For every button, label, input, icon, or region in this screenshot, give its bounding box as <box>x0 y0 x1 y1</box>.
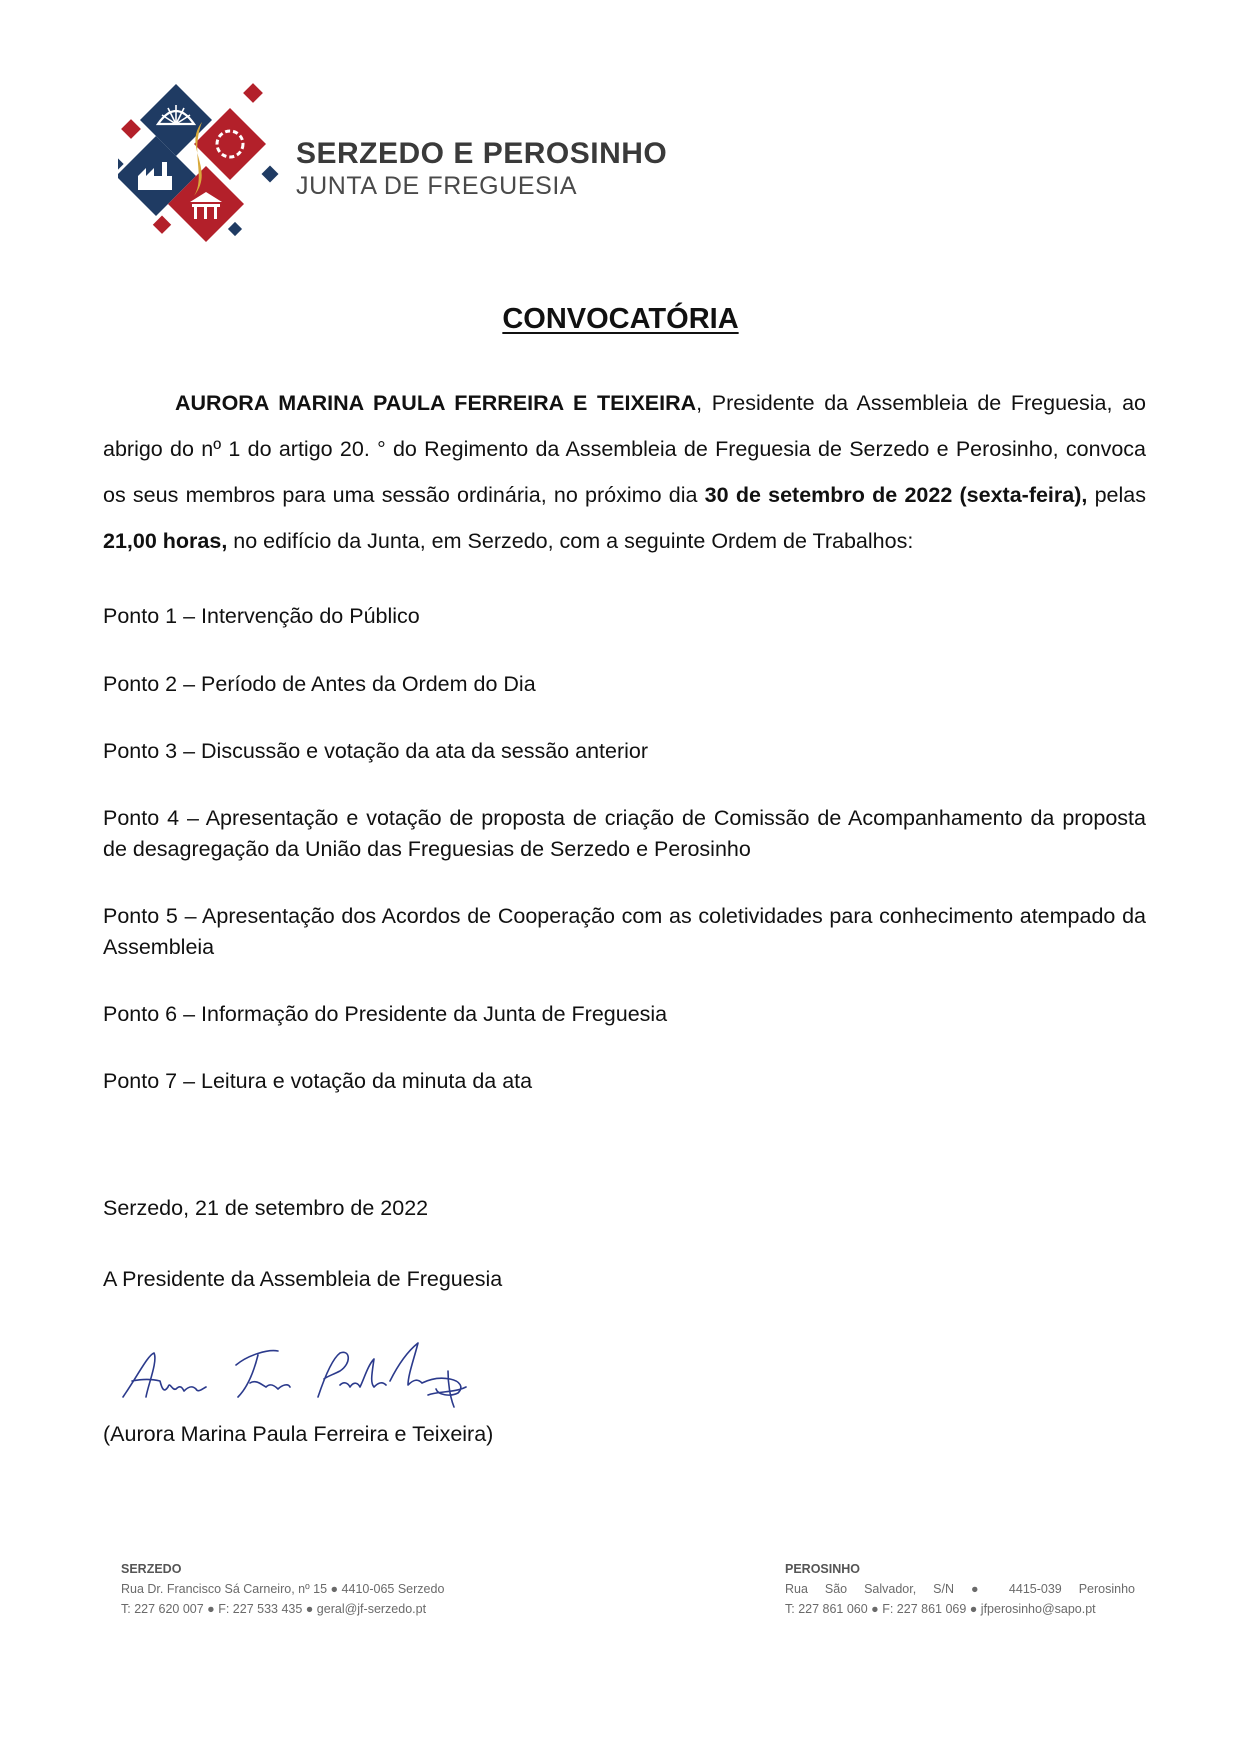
agenda-item-4: Ponto 4 – Apresentação e votação de proposta de criação de Comissão de Acompanhamento da proposta de desagregação da União das Freguesias de Serzedo e Perosinho <box>103 806 1146 861</box>
agenda-item-7: Ponto 7 – Leitura e votação da minuta da ata <box>103 1069 533 1093</box>
accent-square <box>243 83 263 103</box>
intro-text-1: , Presidente da Assembleia de Freguesia, ao abrigo do nº 1 do artigo 20. ° do Regimento da Assembleia de Freguesia de Serzedo e Perosinho, convoca os seus membros para uma sessão ordinária, no próximo dia <box>103 391 1146 507</box>
agenda-item-3: Ponto 3 – Discussão e votação da ata da sessão anterior <box>103 739 649 763</box>
footer-serzedo <box>121 1559 501 1619</box>
signatory-role: A Presidente da Assembleia de Freguesia <box>103 1267 503 1291</box>
accent-square <box>118 158 124 169</box>
intro-text-3: no edifício da Junta, em Serzedo, com a seguinte Ordem de Trabalhos: <box>227 529 914 553</box>
president-name: AURORA MARINA PAULA FERREIRA E TEIXEIRA <box>175 391 697 415</box>
accent-square <box>153 216 171 234</box>
session-time: 21,00 horas, <box>103 529 228 553</box>
brand-subtitle: JUNTA DE FREGUESIA <box>296 172 578 200</box>
freguesia-logo <box>118 78 288 248</box>
brand-name: SERZEDO E PEROSINHO <box>296 137 668 170</box>
footer-perosinho-address: Rua São Salvador, S/N ● 4415-039 Perosinho <box>785 1582 1135 1596</box>
place-date: Serzedo, 21 de setembro de 2022 <box>103 1196 429 1220</box>
agenda-item-1: Ponto 1 – Intervenção do Público <box>103 604 420 628</box>
agenda-item-5: Ponto 5 – Apresentação dos Acordos de Cooperação com as coletividades para conhecimento atempado da Assembleia <box>103 904 1146 959</box>
accent-square <box>262 166 279 183</box>
handwritten-signature <box>118 1335 508 1415</box>
session-date: 30 de setembro de 2022 (sexta-feira), <box>704 483 1088 507</box>
document-title: CONVOCATÓRIA <box>502 303 739 335</box>
intro-paragraph <box>103 380 1146 564</box>
footer-perosinho-contacts: T: 227 861 060 ● F: 227 861 069 ● jfperosinho@sapo.pt <box>785 1602 1096 1616</box>
intro-text-2: pelas <box>1087 483 1146 507</box>
brand-block <box>296 137 667 201</box>
agenda-item-6: Ponto 6 – Informação do Presidente da Junta de Freguesia <box>103 1002 668 1026</box>
footer-serzedo-address: Rua Dr. Francisco Sá Carneiro, nº 15 ● 4410-065 Serzedo <box>121 1582 445 1596</box>
accent-square <box>228 222 242 236</box>
agenda-item-2: Ponto 2 – Período de Antes da Ordem do Dia <box>103 672 536 696</box>
footer-perosinho-title: PEROSINHO <box>785 1562 861 1576</box>
footer-serzedo-contacts: T: 227 620 007 ● F: 227 533 435 ● geral@jf-serzedo.pt <box>121 1602 427 1616</box>
signatory-name: (Aurora Marina Paula Ferreira e Teixeira) <box>103 1422 494 1446</box>
footer-perosinho <box>785 1559 1135 1619</box>
accent-square <box>121 119 141 139</box>
footer-serzedo-title: SERZEDO <box>121 1562 182 1576</box>
